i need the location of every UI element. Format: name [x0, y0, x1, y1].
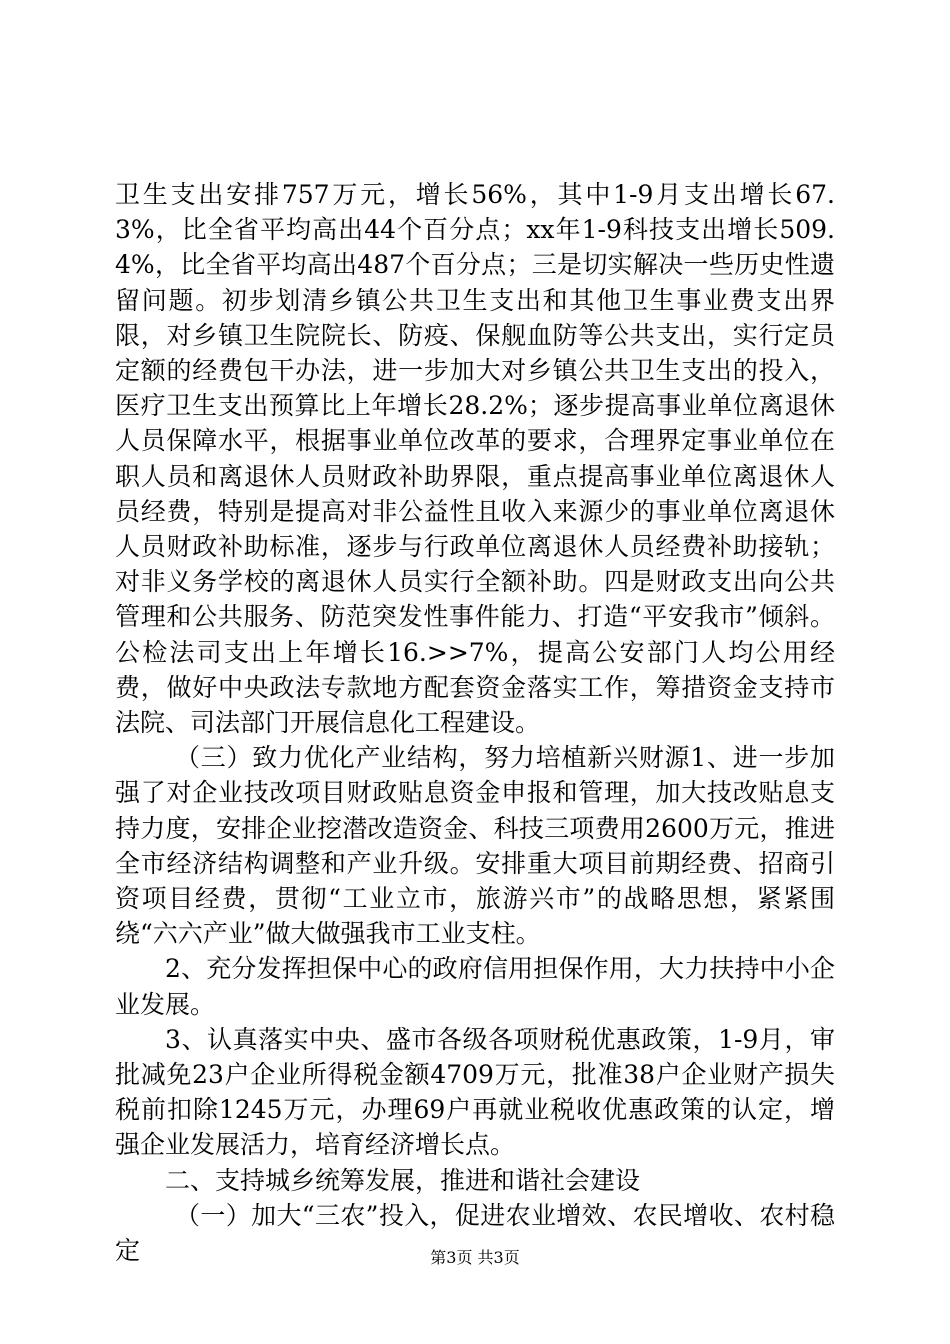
page-footer: 第3页 共3页 — [430, 1248, 520, 1267]
section-heading-urban-rural: 二、支持城乡统筹发展，推进和谐社会建设 — [165, 1165, 641, 1195]
paragraph-industry-structure: （三）致力优化产业结构，努力培植新兴财源1、进一步加强了对企业技改项目财政贴息资金申报和管理，加大技改贴息支持力度，安排企业挖潜改造资金、科技三项费用2600万元，推进全市经济结构调整和产业升级。安排重大项目前期经费、招商引资项目经费，贯彻“工业立市，旅游兴市”的战略思想，紧紧围绕“六六产业”做大做强我市工业支柱。 — [115, 743, 835, 949]
document-body — [115, 177, 835, 1268]
paragraph-guarantee-center: 2、充分发挥担保中心的政府信用担保作用，大力扶持中小企业发展。 — [115, 954, 835, 1019]
subsection-heading-three-rural: （一）加大“三农”投入，促进农业增效、农民增收、农村稳定 — [115, 1200, 835, 1266]
paragraph-tax-policy: 3、认真落实中央、盛市各级各项财税优惠政策，1-9月，审批减免23户企业所得税金额4709万元，批准38户企业财产损失税前扣除1245万元，办理69户再就业税收优惠政策的认定，增强企业发展活力，培育经济增长点。 — [115, 1024, 835, 1160]
paragraph-health-spending: 卫生支出安排757万元，增长56%，其中1-9月支出增长67.3%，比全省平均高出44个百分点；xx年1-9科技支出增长509.4%，比全省平均高出487个百分点；三是切实解决一些历史性遗留问题。初步划清乡镇公共卫生支出和其他卫生事业费支出界限，对乡镇卫生院院长、防疫、保舰血防等公共支出，实行定员定额的经费包干办法，进一步加大对乡镇公共卫生支出的投入，医疗卫生支出预算比上年增长28.2%；逐步提高事业单位离退休人员保障水平，根据事业单位改革的要求，合理界定事业单位在职人员和离退休人员财政补助界限，重点提高事业单位离退休人员经费，特别是提高对非公益性且收入来源少的事业单位离退休人员财政补助标准，逐步与行政单位离退休人员经费补助接轨；对非义务学校的离退休人员实行全额补助。四是财政支出向公共管理和公共服务、防范突发性事件能力、打造“平安我市”倾斜。公检法司支出上年增长16.>>7%，提高公安部门人均公用经费，做好中央政法专款地方配套资金落实工作，筹措资金支持市法院、司法部门开展信息化工程建设。 — [115, 180, 835, 738]
